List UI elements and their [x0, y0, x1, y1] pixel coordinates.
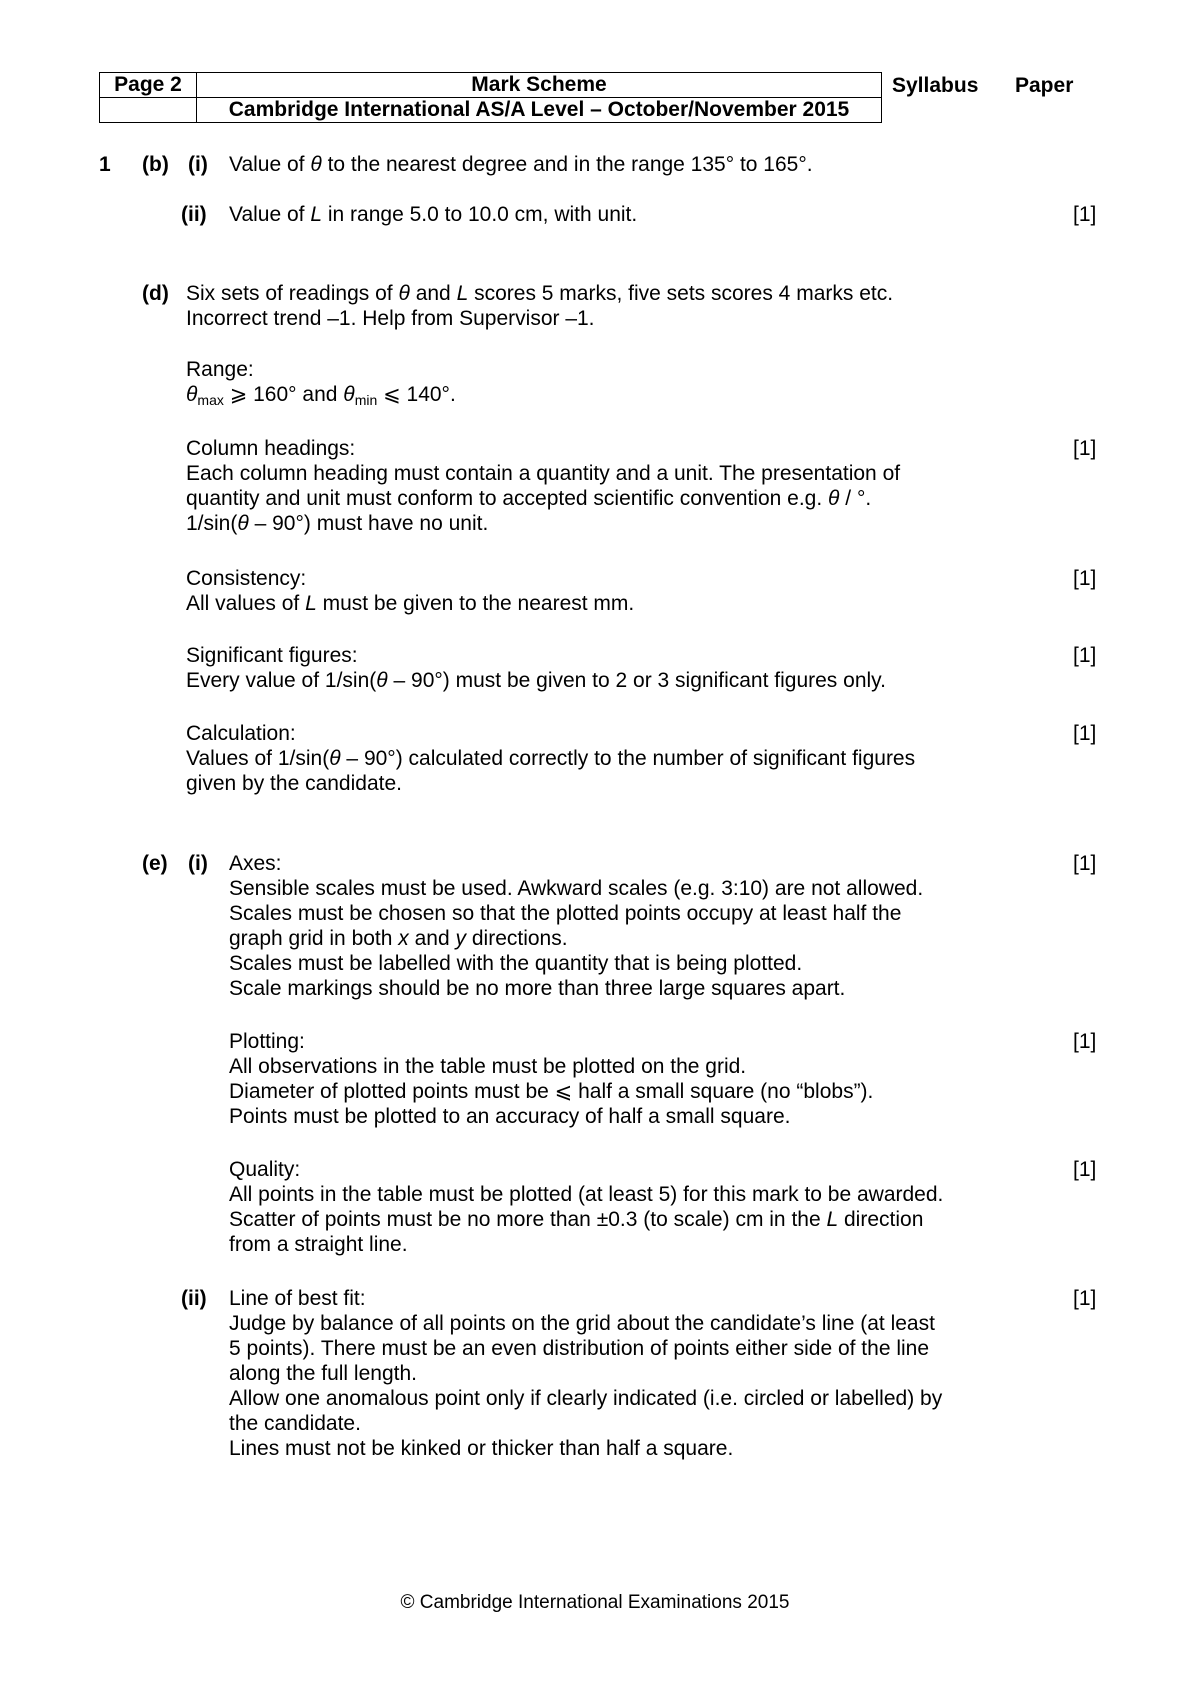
text: Values of 1/sin(: [186, 747, 330, 770]
subscript: max: [197, 392, 224, 408]
mark: [1]: [1073, 1158, 1097, 1181]
part-d-intro: [186, 281, 893, 331]
header-blank-cell: [100, 98, 197, 123]
text-line: Scales must be labelled with the quantity that is being plotted.: [229, 952, 803, 975]
theta-symbol: θ: [310, 153, 322, 176]
text-line: along the full length.: [229, 1362, 417, 1385]
text-line: Lines must not be kinked or thicker than half a square.: [229, 1437, 734, 1460]
mark: [1]: [1073, 722, 1097, 745]
text-line: [186, 511, 900, 536]
theta-symbol: θ: [343, 383, 355, 406]
text-line: Sensible scales must be used. Awkward scales (e.g. 3:10) are not allowed.: [229, 877, 924, 900]
text: Value of: [229, 153, 311, 176]
line-of-best-fit-heading: Line of best fit:: [229, 1287, 366, 1310]
calculation-block: [186, 721, 915, 796]
subscript: min: [354, 392, 378, 408]
text-line: the candidate.: [229, 1412, 361, 1435]
consistency-block: [186, 566, 634, 616]
sig-figs-heading: Significant figures:: [186, 644, 358, 667]
text-line: given by the candidate.: [186, 772, 402, 795]
text: to the nearest degree and in the range 135° to 165°.: [321, 153, 813, 176]
mark: [1]: [1073, 203, 1097, 226]
theta-symbol: θ: [398, 282, 410, 305]
x-symbol: x: [398, 927, 409, 950]
text-line: [229, 1207, 943, 1232]
mark: [1]: [1073, 437, 1097, 460]
text: – 90°) calculated correctly to the number of significant figures: [340, 747, 916, 770]
theta-symbol: θ: [186, 383, 198, 406]
range-text: [186, 382, 456, 409]
mark: [1]: [1073, 567, 1097, 590]
text: direction: [838, 1208, 924, 1231]
part-e-ii-label: (ii): [181, 1287, 207, 1310]
part-b-i-label: (i): [188, 153, 208, 176]
range-heading: Range:: [186, 358, 254, 381]
text-line: Judge by balance of all points on the grid about the candidate’s line (at least: [229, 1312, 935, 1335]
text-line: Allow one anomalous point only if clearly indicated (i.e. circled or labelled) by: [229, 1387, 943, 1410]
L-symbol: L: [826, 1208, 839, 1231]
text: and: [408, 927, 456, 950]
header-table: [99, 72, 882, 123]
axes-block: [229, 851, 923, 1001]
text: – 90°) must be given to 2 or 3 significant figures only.: [387, 669, 886, 692]
paper-label: Paper: [1015, 74, 1074, 97]
text-line: All points in the table must be plotted (at least 5) for this mark to be awarded.: [229, 1183, 944, 1206]
text-line: [186, 281, 893, 306]
consistency-heading: Consistency:: [186, 567, 307, 590]
text: All values of: [186, 592, 306, 615]
text-line: Each column heading must contain a quantity and a unit. The presentation of: [186, 462, 901, 485]
text-line: Diameter of plotted points must be ⩽ half a small square (no “blobs”).: [229, 1080, 874, 1103]
text: scores 5 marks, five sets scores 4 marks etc.: [468, 282, 894, 305]
part-d-label: (d): [142, 282, 169, 305]
axes-heading: Axes:: [229, 852, 282, 875]
text: – 90°) must have no unit.: [248, 512, 489, 535]
text-line: from a straight line.: [229, 1233, 408, 1256]
footer-copyright: © Cambridge International Examinations 2015: [400, 1592, 790, 1613]
question-number: 1: [99, 153, 111, 176]
text-line: Incorrect trend –1. Help from Supervisor –1.: [186, 307, 595, 330]
text: Every value of 1/sin(: [186, 669, 377, 692]
text-line: All observations in the table must be plotted on the grid.: [229, 1055, 747, 1078]
text-line: [186, 591, 634, 616]
line-of-best-fit-block: [229, 1286, 942, 1461]
plotting-heading: Plotting:: [229, 1030, 305, 1053]
header-title: Mark Scheme: [197, 73, 882, 98]
text-line: Points must be plotted to an accuracy of half a small square.: [229, 1105, 791, 1128]
L-symbol: L: [310, 203, 323, 226]
quality-heading: Quality:: [229, 1158, 301, 1181]
part-b-ii-label: (ii): [181, 203, 207, 226]
text-line: [186, 746, 915, 771]
text-line: [186, 486, 900, 511]
text-line: Scale markings should be no more than three large squares apart.: [229, 977, 846, 1000]
y-symbol: y: [455, 927, 467, 950]
text: / °.: [839, 487, 872, 510]
sig-figs-block: [186, 643, 886, 693]
part-b-ii-text: [229, 202, 637, 227]
text-line: [229, 926, 923, 951]
text: graph grid in both: [229, 927, 399, 950]
text: Scatter of points must be no more than ±0.3 (to scale) cm in the: [229, 1208, 827, 1231]
text: 1/sin(: [186, 512, 238, 535]
mark: [1]: [1073, 1030, 1097, 1053]
text: Value of: [229, 203, 311, 226]
part-b-label: (b): [142, 153, 169, 176]
theta-symbol: θ: [828, 487, 840, 510]
header-subtitle: Cambridge International AS/A Level – October/November 2015: [197, 98, 882, 123]
L-symbol: L: [305, 592, 317, 615]
theta-symbol: θ: [376, 669, 388, 692]
text: in range 5.0 to 10.0 cm, with unit.: [322, 203, 638, 226]
text: and: [409, 282, 457, 305]
part-b-i-text: [229, 152, 813, 177]
syllabus-label: Syllabus: [892, 74, 979, 97]
range-block: [186, 357, 456, 409]
calculation-heading: Calculation:: [186, 722, 296, 745]
text-line: [186, 668, 886, 693]
mark: [1]: [1073, 1287, 1097, 1310]
theta-symbol: θ: [237, 512, 249, 535]
plotting-block: [229, 1029, 873, 1129]
text: Six sets of readings of: [186, 282, 399, 305]
text: must be given to the nearest mm.: [316, 592, 635, 615]
page-number: Page 2: [100, 73, 197, 98]
quality-block: [229, 1157, 943, 1257]
mark: [1]: [1073, 644, 1097, 667]
column-headings-heading: Column headings:: [186, 437, 356, 460]
text-line: Scales must be chosen so that the plotted points occupy at least half the: [229, 902, 902, 925]
text: directions.: [466, 927, 568, 950]
theta-symbol: θ: [329, 747, 341, 770]
L-symbol: L: [456, 282, 469, 305]
text-line: 5 points). There must be an even distribution of points either side of the line: [229, 1337, 930, 1360]
column-headings-block: [186, 436, 900, 536]
part-e-label: (e): [142, 852, 168, 875]
mark: [1]: [1073, 852, 1097, 875]
text: quantity and unit must conform to accepted scientific convention e.g.: [186, 487, 829, 510]
part-e-i-label: (i): [188, 852, 208, 875]
text: ⩽ 140°.: [377, 383, 456, 406]
text: ⩾ 160° and: [223, 383, 344, 406]
